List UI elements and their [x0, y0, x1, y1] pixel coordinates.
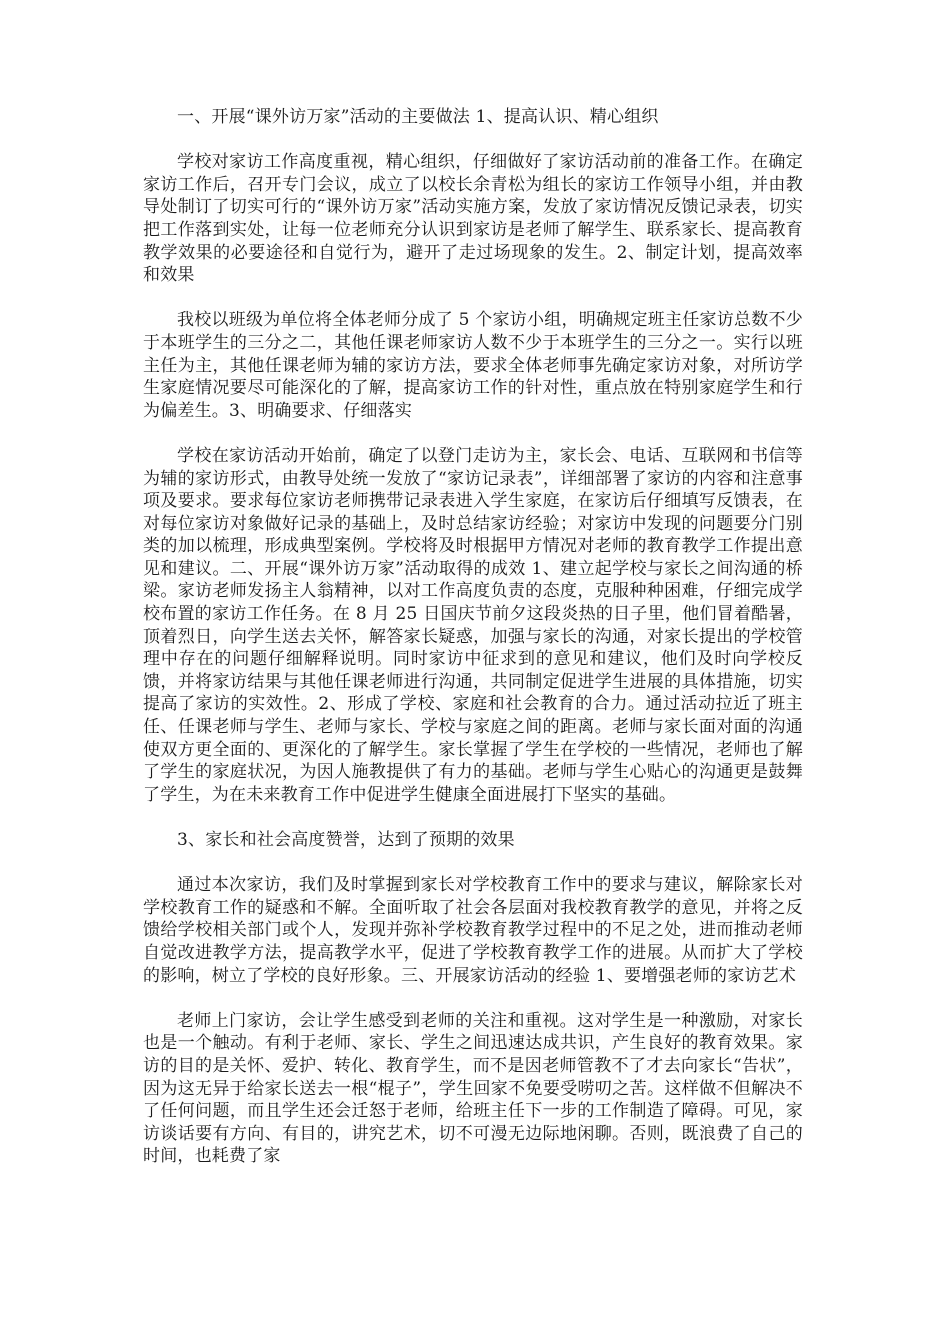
- document-page: [143, 106, 803, 1191]
- section-heading-1: 一、开展“课外访万家”活动的主要做法 1、提高认识、精心组织: [177, 107, 659, 127]
- paragraph-organization: 学校对家访工作高度重视，精心组织，仔细做好了家访活动前的准备工作。在确定家访工作后，召开专门会议，成立了以校长余青松为组长的家访工作领导小组，并由教导处制订了切实可行的“课外访万家”活动实施方案，发放了家访情况反馈记录表，切实把工作落到实处，让每一位老师充分认识到家访是老师了解学生、联系家长、提高教育教学效果的必要途径和自觉行为，避开了走过场现象的发生。2、制定计划，提高效率和效果: [143, 152, 803, 286]
- paragraph-plan: 我校以班级为单位将全体老师分成了 5 个家访小组，明确规定班主任家访总数不少于本班学生的三分之二，其他任课老师家访人数不少于本班学生的三分之一。实行以班主任为主，其他任课老师为辅的家访方法，要求全体老师事先确定家访对象，对所访学生家庭情况要尽可能深化的了解，提高家访工作的针对性，重点放在特别家庭学生和行为偏差生。3、明确要求、仔细落实: [143, 310, 803, 421]
- paragraph-feedback: 通过本次家访，我们及时掌握到家长对学校教育工作中的要求与建议，解除家长对学校教育工作的疑惑和不解。全面听取了社会各层面对我校教育教学的意见，并将之反馈给学校相关部门或个人，发现并弥补学校教育教学过程中的不足之处，进而推动老师自觉改进教学方法，提高教学水平，促进了学校教育教学工作的进展。从而扩大了学校的影响，树立了学校的良好形象。三、开展家访活动的经验 1、要增强老师的家访艺术: [143, 875, 803, 986]
- paragraph-praise-heading: 3、家长和社会高度赞誉，达到了预期的效果: [177, 830, 515, 850]
- paragraph-requirements: 学校在家访活动开始前，确定了以登门走访为主，家长会、电话、互联网和书信等为辅的家访形式，由教导处统一发放了“家访记录表”，详细部署了家访的内容和注意事项及要求。要求每位家访老师携带记录表进入学生家庭，在家访后仔细填写反馈表，在对每位家访对象做好记录的基础上，及时总结家访经验；对家访中发现的问题要分门别类的加以梳理，形成典型案例。学校将及时根据甲方情况对老师的教育教学工作提出意见和建议。二、开展“课外访万家”活动取得的成效 1、建立起学校与家长之间沟通的桥梁。家访老师发扬主人翁精神，以对工作高度负责的态度，克服种种困难，仔细完成学校布置的家访工作任务。在 8 月 25 日国庆节前夕这段炎热的日子里，他们冒着酷暑，顶着烈日，向学生送去关怀，解答家长疑惑，加强与家长的沟通，对家长提出的学校管理中存在的问题仔细解释说明。同时家访中征求到的意见和建议，他们及时向学校反馈，并将家访结果与其他任课老师进行沟通，共同制定促进学生进展的具体措施，切实提高了家访的实效性。2、形成了学校、家庭和社会教育的合力。通过活动拉近了班主任、任课老师与学生、老师与家长、学校与家庭之间的距离。老师与家长面对面的沟通使双方更全面的、更深化的了解学生。家长掌握了学生在学校的一些情况，老师也了解了学生的家庭状况，为因人施教提供了有力的基础。老师与学生心贴心的沟通更是鼓舞了学生，为在未来教育工作中促进学生健康全面进展打下坚实的基础。: [143, 445, 803, 805]
- paragraph-visit-art: 老师上门家访，会让学生感受到老师的关注和重视。这对学生是一种激励，对家长也是一个触动。有利于老师、家长、学生之间迅速达成共识，产生良好的教育效果。家访的目的是关怀、爱护、转化、教育学生，而不是因老师管教不了才去向家长“告状”，因为这无异于给家长送去一根“棍子”，学生回家不免要受唠叨之苦。这样做不但解决不了任何问题，而且学生还会迁怒于老师，给班主任下一步的工作制造了障碍。可见，家访谈话要有方向、有目的，讲究艺术，切不可漫无边际地闲聊。否则，既浪费了自己的时间，也耗费了家: [143, 1010, 803, 1167]
